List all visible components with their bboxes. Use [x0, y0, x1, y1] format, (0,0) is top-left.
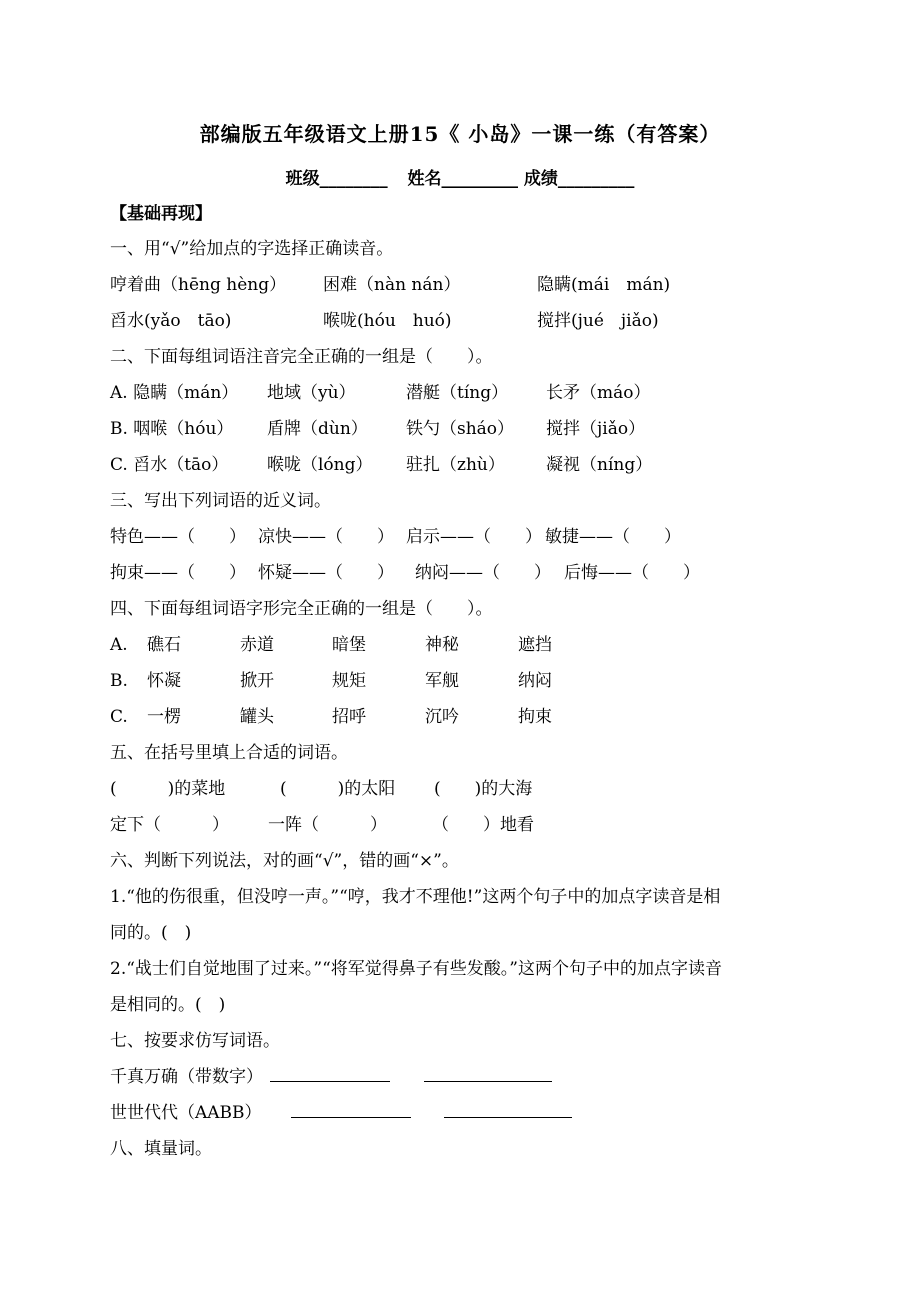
- q1-item: 哼着曲（hēng hèng）: [110, 275, 287, 295]
- q3-heading: 三、写出下列词语的近义词。: [110, 491, 331, 511]
- q4-word: 一楞: [147, 707, 181, 727]
- q5-item: ( )的菜地: [110, 779, 226, 799]
- q4-word: 掀开: [240, 671, 274, 691]
- q2-option-c: 凝视（níng）: [546, 455, 653, 475]
- q2-option-a: 潜艇（tíng）: [406, 383, 509, 403]
- q6-item-2: 2.“战士们自觉地围了过来。”“将军觉得鼻子有些发酸。”这两个句子中的加点字读音: [110, 959, 722, 979]
- name-label: 姓名_________: [407, 169, 518, 189]
- q2-option-a: A. 隐瞒（mán）: [110, 383, 239, 403]
- q4-word: 招呼: [332, 707, 366, 727]
- q1-item: 搅拌(jué jiǎo): [537, 311, 659, 331]
- q4-word: 神秘: [425, 635, 459, 655]
- q4-word: 军舰: [425, 671, 459, 691]
- q4-option-label: B.: [110, 671, 128, 691]
- q5-heading: 五、在括号里填上合适的词语。: [110, 743, 348, 763]
- q5-item: （ ）地看: [432, 815, 534, 835]
- q2-option-c: 驻扎（zhù）: [406, 455, 505, 475]
- q1-item: 喉咙(hóu huó): [323, 311, 452, 331]
- q1-heading: 一、用“√”给加点的字选择正确读音。: [110, 239, 394, 259]
- q3-item: 启示——（ ）: [406, 527, 542, 547]
- q3-item: 敏捷——（ ）: [545, 527, 681, 547]
- q4-word: 拘束: [518, 707, 552, 727]
- student-info-line: [0, 164, 920, 189]
- q4-option-label: A.: [110, 635, 128, 655]
- q5-item: ( )的太阳: [280, 779, 396, 799]
- q6-item-2-cont: 是相同的。( ): [110, 995, 226, 1015]
- q2-option-c: 喉咙（lóng）: [267, 455, 373, 475]
- q3-item: 拘束——（ ）: [110, 563, 246, 583]
- q7-row-1: [110, 1066, 552, 1088]
- q1-item: 舀水(yǎo tāo): [110, 311, 232, 331]
- q2-option-b: 盾牌（dùn）: [267, 419, 368, 439]
- q2-heading: 二、下面每组词语注音完全正确的一组是（ ）。: [110, 347, 493, 367]
- answer-blank[interactable]: [424, 1067, 552, 1082]
- page-title: 部编版五年级语文上册15《 小岛》一课一练（有答案）: [199, 122, 721, 146]
- q3-item: 特色——（ ）: [110, 527, 246, 547]
- q4-word: 罐头: [240, 707, 274, 727]
- q4-word: 纳闷: [518, 671, 552, 691]
- q4-word: 规矩: [332, 671, 366, 691]
- q2-option-a: 长矛（máo）: [546, 383, 651, 403]
- q7-row-2: [110, 1102, 572, 1124]
- q6-heading: 六、判断下列说法，对的画“√”，错的画“×”。: [110, 851, 459, 871]
- q2-option-b: 搅拌（jiǎo）: [546, 419, 646, 439]
- q2-option-b: 铁勺（sháo）: [406, 419, 515, 439]
- q6-item-1-cont: 同的。( ): [110, 923, 192, 943]
- q4-word: 遮挡: [518, 635, 552, 655]
- class-label: 班级________: [285, 169, 388, 189]
- q1-item: 困难（nàn nán）: [323, 275, 461, 295]
- q7-prompt: 世世代代（AABB）: [110, 1103, 262, 1123]
- q4-word: 沉吟: [425, 707, 459, 727]
- section-basic-heading: 【基础再现】: [110, 204, 212, 224]
- q4-word: 赤道: [240, 635, 274, 655]
- q5-item: 一阵（ ）: [268, 815, 387, 835]
- q2-option-b: B. 咽喉（hóu）: [110, 419, 234, 439]
- q6-item-1: 1.“他的伤很重，但没哼一声。”“哼，我才不理他!”这两个句子中的加点字读音是相: [110, 887, 721, 907]
- q7-heading: 七、按要求仿写词语。: [110, 1031, 280, 1051]
- q3-item: 怀疑——（ ）: [258, 563, 394, 583]
- q4-heading: 四、下面每组词语字形完全正确的一组是（ ）。: [110, 599, 493, 619]
- q3-item: 凉快——（ ）: [258, 527, 394, 547]
- q2-option-a: 地域（yù）: [267, 383, 356, 403]
- q2-option-c: C. 舀水（tāo）: [110, 455, 229, 475]
- q7-prompt: 千真万确（带数字）: [110, 1067, 263, 1087]
- q5-item: ( )的大海: [434, 779, 533, 799]
- q4-word: 怀凝: [147, 671, 181, 691]
- answer-blank[interactable]: [291, 1103, 411, 1118]
- q3-item: 纳闷——（ ）: [415, 563, 551, 583]
- answer-blank[interactable]: [444, 1103, 572, 1118]
- q5-item: 定下（ ）: [110, 815, 229, 835]
- score-label: 成绩_________: [523, 169, 635, 189]
- q4-word: 礁石: [147, 635, 181, 655]
- q4-option-label: C.: [110, 707, 128, 727]
- q8-heading: 八、填量词。: [110, 1139, 212, 1159]
- q4-word: 暗堡: [332, 635, 366, 655]
- q3-item: 后悔——（ ）: [564, 563, 700, 583]
- q1-item: 隐瞒(mái mán): [537, 275, 671, 295]
- answer-blank[interactable]: [270, 1067, 390, 1082]
